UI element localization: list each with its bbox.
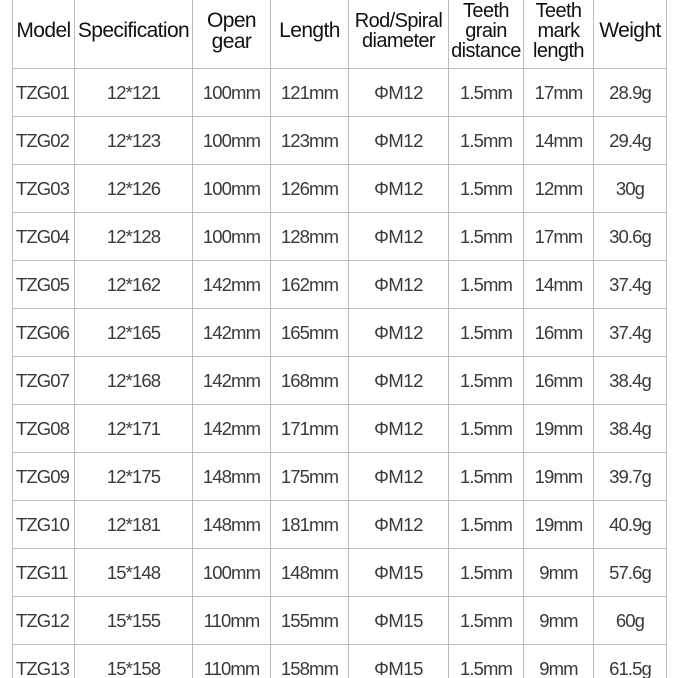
cell-open-gear: 100mm	[193, 165, 271, 213]
cell-specification: 12*121	[75, 69, 193, 117]
cell-grain-distance: 1.5mm	[449, 261, 524, 309]
header-specification: Specification	[75, 0, 193, 69]
cell-weight: 40.9g	[594, 501, 667, 549]
table-row	[13, 309, 667, 357]
cell-model: TZG05	[13, 261, 75, 309]
cell-length: 162mm	[271, 261, 349, 309]
cell-specification: 12*168	[75, 357, 193, 405]
cell-grain-distance: 1.5mm	[449, 453, 524, 501]
cell-open-gear: 100mm	[193, 213, 271, 261]
header-length: Length	[271, 0, 349, 69]
cell-length: 123mm	[271, 117, 349, 165]
cell-mark-length: 19mm	[524, 453, 594, 501]
cell-specification: 12*162	[75, 261, 193, 309]
cell-grain-distance: 1.5mm	[449, 165, 524, 213]
cell-mark-length: 17mm	[524, 213, 594, 261]
cell-length: 158mm	[271, 645, 349, 678]
cell-specification: 12*171	[75, 405, 193, 453]
cell-diameter: ΦM15	[349, 597, 449, 645]
table-row	[13, 405, 667, 453]
header-open-gear: Open gear	[193, 0, 271, 69]
cell-model: TZG08	[13, 405, 75, 453]
cell-weight: 37.4g	[594, 309, 667, 357]
cell-model: TZG10	[13, 501, 75, 549]
table-row	[13, 213, 667, 261]
cell-length: 175mm	[271, 453, 349, 501]
cell-open-gear: 100mm	[193, 117, 271, 165]
cell-model: TZG13	[13, 645, 75, 678]
header-teeth-mark-length: Teeth mark length	[524, 0, 594, 69]
cell-open-gear: 142mm	[193, 405, 271, 453]
cell-length: 171mm	[271, 405, 349, 453]
cell-grain-distance: 1.5mm	[449, 405, 524, 453]
cell-diameter: ΦM12	[349, 501, 449, 549]
cell-diameter: ΦM15	[349, 645, 449, 678]
cell-diameter: ΦM12	[349, 165, 449, 213]
cell-grain-distance: 1.5mm	[449, 645, 524, 678]
cell-grain-distance: 1.5mm	[449, 117, 524, 165]
cell-grain-distance: 1.5mm	[449, 357, 524, 405]
cell-specification: 12*126	[75, 165, 193, 213]
cell-mark-length: 16mm	[524, 309, 594, 357]
cell-diameter: ΦM15	[349, 549, 449, 597]
cell-weight: 61.5g	[594, 645, 667, 678]
cell-grain-distance: 1.5mm	[449, 597, 524, 645]
cell-diameter: ΦM12	[349, 309, 449, 357]
cell-grain-distance: 1.5mm	[449, 501, 524, 549]
cell-open-gear: 148mm	[193, 501, 271, 549]
cell-open-gear: 110mm	[193, 597, 271, 645]
header-rod-spiral-diameter: Rod/Spiral diameter	[349, 0, 449, 69]
cell-model: TZG09	[13, 453, 75, 501]
cell-specification: 15*148	[75, 549, 193, 597]
cell-mark-length: 9mm	[524, 549, 594, 597]
table-row	[13, 597, 667, 645]
cell-specification: 12*175	[75, 453, 193, 501]
cell-specification: 15*158	[75, 645, 193, 678]
cell-grain-distance: 1.5mm	[449, 213, 524, 261]
cell-length: 165mm	[271, 309, 349, 357]
cell-model: TZG02	[13, 117, 75, 165]
table-row	[13, 69, 667, 117]
cell-length: 126mm	[271, 165, 349, 213]
cell-diameter: ΦM12	[349, 261, 449, 309]
cell-weight: 37.4g	[594, 261, 667, 309]
cell-specification: 12*128	[75, 213, 193, 261]
cell-specification: 12*165	[75, 309, 193, 357]
cell-specification: 15*155	[75, 597, 193, 645]
cell-model: TZG01	[13, 69, 75, 117]
header-weight: Weight	[594, 0, 667, 69]
cell-weight: 29.4g	[594, 117, 667, 165]
cell-weight: 60g	[594, 597, 667, 645]
cell-diameter: ΦM12	[349, 405, 449, 453]
table-row	[13, 453, 667, 501]
cell-mark-length: 9mm	[524, 645, 594, 678]
cell-model: TZG11	[13, 549, 75, 597]
cell-length: 128mm	[271, 213, 349, 261]
cell-diameter: ΦM12	[349, 117, 449, 165]
cell-weight: 30.6g	[594, 213, 667, 261]
cell-model: TZG06	[13, 309, 75, 357]
cell-length: 181mm	[271, 501, 349, 549]
cell-length: 148mm	[271, 549, 349, 597]
cell-model: TZG04	[13, 213, 75, 261]
cell-open-gear: 142mm	[193, 261, 271, 309]
cell-length: 121mm	[271, 69, 349, 117]
cell-open-gear: 142mm	[193, 309, 271, 357]
cell-open-gear: 148mm	[193, 453, 271, 501]
cell-mark-length: 14mm	[524, 117, 594, 165]
cell-mark-length: 19mm	[524, 501, 594, 549]
cell-weight: 30g	[594, 165, 667, 213]
cell-weight: 39.7g	[594, 453, 667, 501]
cell-grain-distance: 1.5mm	[449, 549, 524, 597]
cell-length: 168mm	[271, 357, 349, 405]
cell-mark-length: 16mm	[524, 357, 594, 405]
cell-open-gear: 100mm	[193, 549, 271, 597]
cell-grain-distance: 1.5mm	[449, 69, 524, 117]
cell-specification: 12*181	[75, 501, 193, 549]
cell-weight: 38.4g	[594, 405, 667, 453]
header-row	[13, 0, 667, 69]
cell-diameter: ΦM12	[349, 69, 449, 117]
cell-model: TZG03	[13, 165, 75, 213]
cell-specification: 12*123	[75, 117, 193, 165]
cell-mark-length: 12mm	[524, 165, 594, 213]
cell-model: TZG12	[13, 597, 75, 645]
table-row	[13, 357, 667, 405]
cell-grain-distance: 1.5mm	[449, 309, 524, 357]
cell-open-gear: 142mm	[193, 357, 271, 405]
table-row	[13, 117, 667, 165]
cell-mark-length: 14mm	[524, 261, 594, 309]
table-row	[13, 549, 667, 597]
table-row	[13, 165, 667, 213]
spec-table	[12, 0, 667, 678]
cell-weight: 38.4g	[594, 357, 667, 405]
table-row	[13, 261, 667, 309]
cell-open-gear: 110mm	[193, 645, 271, 678]
cell-mark-length: 9mm	[524, 597, 594, 645]
cell-model: TZG07	[13, 357, 75, 405]
cell-diameter: ΦM12	[349, 357, 449, 405]
cell-open-gear: 100mm	[193, 69, 271, 117]
header-model: Model	[13, 0, 75, 69]
cell-length: 155mm	[271, 597, 349, 645]
table-row	[13, 501, 667, 549]
cell-weight: 57.6g	[594, 549, 667, 597]
header-teeth-grain-distance: Teeth grain distance	[449, 0, 524, 69]
cell-mark-length: 19mm	[524, 405, 594, 453]
cell-diameter: ΦM12	[349, 453, 449, 501]
table-row	[13, 645, 667, 678]
cell-mark-length: 17mm	[524, 69, 594, 117]
cell-diameter: ΦM12	[349, 213, 449, 261]
cell-weight: 28.9g	[594, 69, 667, 117]
